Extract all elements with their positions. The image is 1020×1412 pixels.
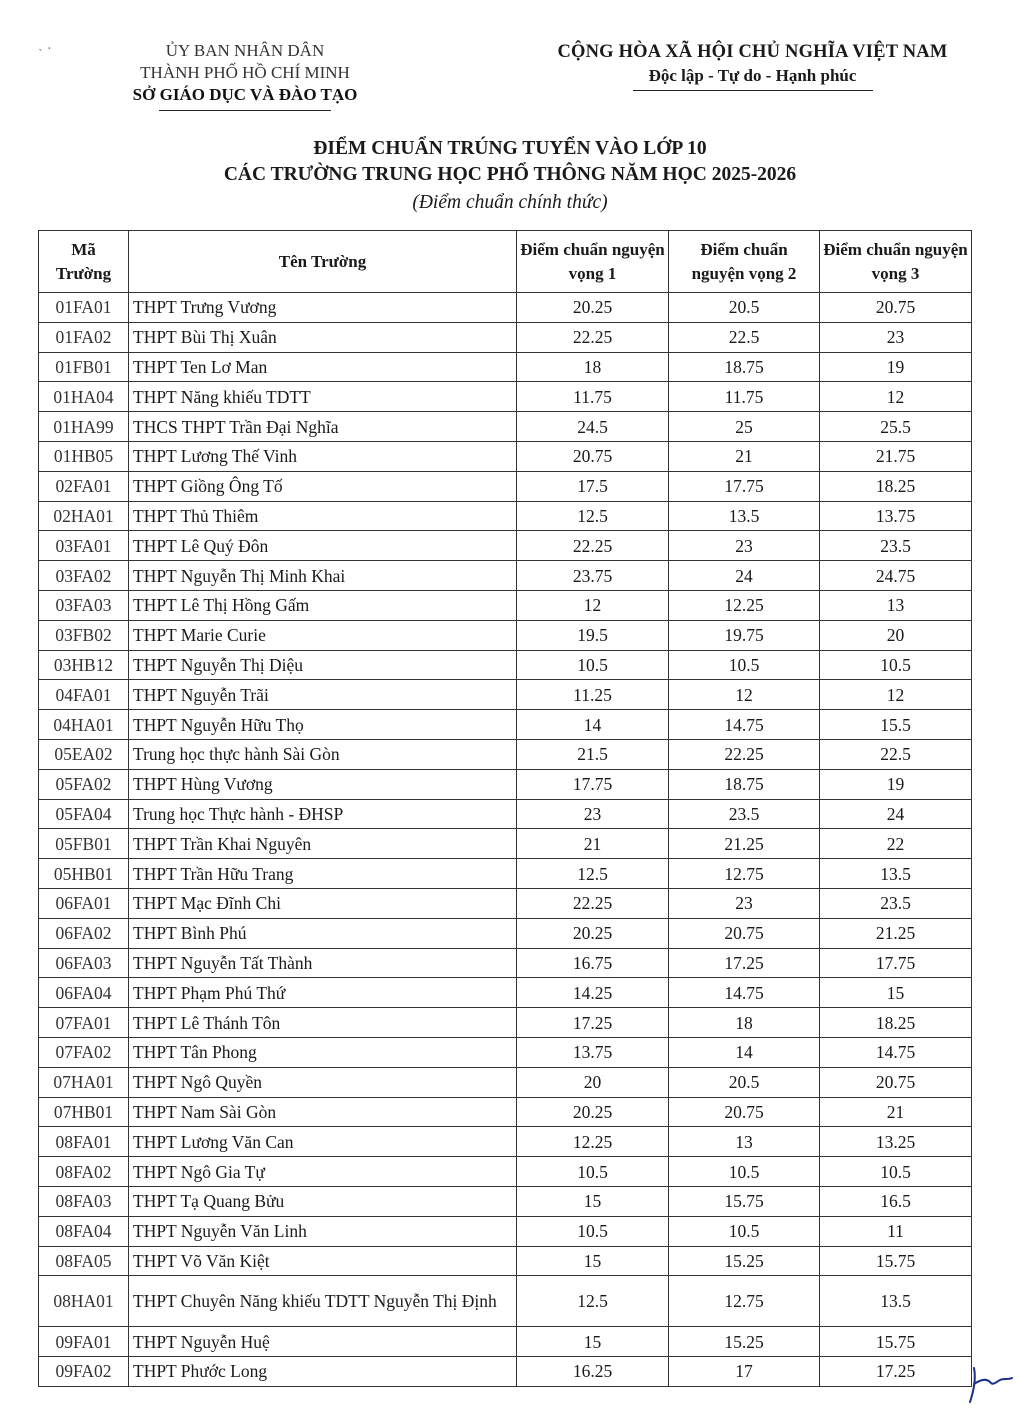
school-name-cell: THPT Võ Văn Kiệt xyxy=(129,1246,517,1276)
score-nv2-cell: 20.75 xyxy=(669,1097,820,1127)
score-nv2-cell: 14.75 xyxy=(669,710,820,740)
school-name-cell: THPT Nam Sài Gòn xyxy=(129,1097,517,1127)
table-row xyxy=(39,1157,972,1187)
national-header xyxy=(530,40,975,91)
school-name-cell: THPT Ngô Gia Tự xyxy=(129,1157,517,1187)
score-nv1-cell: 17.5 xyxy=(517,471,669,501)
score-nv2-cell: 13 xyxy=(669,1127,820,1157)
school-code-cell: 06FA04 xyxy=(39,978,129,1008)
score-nv2-cell: 10.5 xyxy=(669,1157,820,1187)
school-name-cell: THPT Lương Văn Can xyxy=(129,1127,517,1157)
school-name-cell: THPT Bùi Thị Xuân xyxy=(129,322,517,352)
score-nv2-cell: 10.5 xyxy=(669,650,820,680)
score-nv1-cell: 16.75 xyxy=(517,948,669,978)
table-row xyxy=(39,1276,972,1327)
score-nv1-cell: 21 xyxy=(517,829,669,859)
school-name-cell: THPT Lương Thế Vinh xyxy=(129,441,517,471)
school-name-cell: THPT Ten Lơ Man xyxy=(129,352,517,382)
issuer-line-1: ỦY BAN NHÂN DÂN xyxy=(165,41,325,60)
school-code-cell: 04HA01 xyxy=(39,710,129,740)
school-code-cell: 08FA04 xyxy=(39,1216,129,1246)
school-code-cell: 07FA01 xyxy=(39,1008,129,1038)
table-row xyxy=(39,531,972,561)
score-nv2-cell: 12 xyxy=(669,680,820,710)
score-nv3-cell: 15.75 xyxy=(820,1246,972,1276)
score-nv1-cell: 12 xyxy=(517,590,669,620)
school-name-cell: THPT Chuyên Năng khiếu TDTT Nguyễn Thị Định xyxy=(129,1276,517,1327)
score-nv1-cell: 11.75 xyxy=(517,382,669,412)
score-nv3-cell: 24.75 xyxy=(820,561,972,591)
table-row xyxy=(39,293,972,323)
score-nv2-cell: 24 xyxy=(669,561,820,591)
school-name-cell: THPT Lê Thị Hồng Gấm xyxy=(129,590,517,620)
school-code-cell: 04FA01 xyxy=(39,680,129,710)
score-nv3-cell: 21.75 xyxy=(820,441,972,471)
school-name-cell: THPT Phước Long xyxy=(129,1357,517,1387)
score-nv3-cell: 15.75 xyxy=(820,1327,972,1357)
score-nv2-cell: 11.75 xyxy=(669,382,820,412)
score-nv1-cell: 21.5 xyxy=(517,739,669,769)
school-name-cell: THPT Marie Curie xyxy=(129,620,517,650)
document-title xyxy=(0,136,1020,218)
score-nv2-cell: 17.25 xyxy=(669,948,820,978)
score-nv1-cell: 10.5 xyxy=(517,1216,669,1246)
score-nv1-cell: 10.5 xyxy=(517,1157,669,1187)
score-nv1-cell: 22.25 xyxy=(517,888,669,918)
score-nv3-cell: 16.5 xyxy=(820,1186,972,1216)
score-nv2-cell: 18.75 xyxy=(669,352,820,382)
school-code-cell: 03FA01 xyxy=(39,531,129,561)
score-nv2-cell: 12.25 xyxy=(669,590,820,620)
score-nv1-cell: 20.75 xyxy=(517,441,669,471)
school-code-cell: 01FB01 xyxy=(39,352,129,382)
table-row xyxy=(39,978,972,1008)
score-nv2-cell: 12.75 xyxy=(669,1276,820,1327)
score-nv3-cell: 12 xyxy=(820,382,972,412)
school-name-cell: THPT Trưng Vương xyxy=(129,293,517,323)
score-nv2-cell: 15.25 xyxy=(669,1327,820,1357)
school-code-cell: 08HA01 xyxy=(39,1276,129,1327)
motto-underline xyxy=(633,90,873,91)
score-nv1-cell: 10.5 xyxy=(517,650,669,680)
issuer-header xyxy=(100,40,390,111)
national-motto-line-1: CỘNG HÒA XÃ HỘI CHỦ NGHĨA VIỆT NAM xyxy=(557,42,948,62)
school-code-cell: 02HA01 xyxy=(39,501,129,531)
table-row xyxy=(39,859,972,889)
score-nv2-cell: 15.75 xyxy=(669,1186,820,1216)
score-nv3-cell: 21 xyxy=(820,1097,972,1127)
score-nv1-cell: 20.25 xyxy=(517,1097,669,1127)
score-nv1-cell: 19.5 xyxy=(517,620,669,650)
table-row xyxy=(39,561,972,591)
score-nv2-cell: 23 xyxy=(669,888,820,918)
score-nv3-cell: 19 xyxy=(820,352,972,382)
score-nv3-cell: 22.5 xyxy=(820,739,972,769)
score-nv3-cell: 25.5 xyxy=(820,412,972,442)
school-code-cell: 06FA01 xyxy=(39,888,129,918)
score-nv1-cell: 17.75 xyxy=(517,769,669,799)
school-code-cell: 05HB01 xyxy=(39,859,129,889)
school-code-cell: 08FA02 xyxy=(39,1157,129,1187)
score-nv1-cell: 20 xyxy=(517,1067,669,1097)
table-row xyxy=(39,710,972,740)
school-code-cell: 01HA99 xyxy=(39,412,129,442)
table-row xyxy=(39,1246,972,1276)
school-name-cell: THPT Bình Phú xyxy=(129,918,517,948)
score-nv2-cell: 23.5 xyxy=(669,799,820,829)
score-nv1-cell: 20.25 xyxy=(517,293,669,323)
table-row xyxy=(39,1008,972,1038)
school-name-cell: THPT Tân Phong xyxy=(129,1037,517,1067)
header-name: Tên Trường xyxy=(129,231,517,293)
school-name-cell: THCS THPT Trần Đại Nghĩa xyxy=(129,412,517,442)
table-row xyxy=(39,441,972,471)
school-name-cell: THPT Trần Khai Nguyên xyxy=(129,829,517,859)
issuer-underline xyxy=(159,110,331,111)
school-code-cell: 07HB01 xyxy=(39,1097,129,1127)
school-name-cell: THPT Tạ Quang Bửu xyxy=(129,1186,517,1216)
score-nv1-cell: 14 xyxy=(517,710,669,740)
score-nv1-cell: 18 xyxy=(517,352,669,382)
school-code-cell: 07HA01 xyxy=(39,1067,129,1097)
school-code-cell: 08FA03 xyxy=(39,1186,129,1216)
score-nv2-cell: 13.5 xyxy=(669,501,820,531)
school-code-cell: 09FA02 xyxy=(39,1357,129,1387)
score-nv3-cell: 23.5 xyxy=(820,888,972,918)
table-row xyxy=(39,799,972,829)
score-nv2-cell: 23 xyxy=(669,531,820,561)
school-name-cell: THPT Nguyễn Văn Linh xyxy=(129,1216,517,1246)
score-nv2-cell: 10.5 xyxy=(669,1216,820,1246)
school-name-cell: THPT Lê Quý Đôn xyxy=(129,531,517,561)
score-nv1-cell: 22.25 xyxy=(517,322,669,352)
score-nv3-cell: 12 xyxy=(820,680,972,710)
header-nv1: Điểm chuẩn nguyện vọng 1 xyxy=(517,231,669,293)
score-nv3-cell: 11 xyxy=(820,1216,972,1246)
score-nv3-cell: 20.75 xyxy=(820,293,972,323)
score-nv1-cell: 15 xyxy=(517,1186,669,1216)
table-row xyxy=(39,590,972,620)
school-code-cell: 01FA01 xyxy=(39,293,129,323)
score-nv3-cell: 19 xyxy=(820,769,972,799)
school-code-cell: 05EA02 xyxy=(39,739,129,769)
school-code-cell: 03FB02 xyxy=(39,620,129,650)
score-nv3-cell: 23.5 xyxy=(820,531,972,561)
school-code-cell: 07FA02 xyxy=(39,1037,129,1067)
table-row xyxy=(39,888,972,918)
score-nv2-cell: 22.25 xyxy=(669,739,820,769)
score-nv3-cell: 17.75 xyxy=(820,948,972,978)
school-name-cell: THPT Nguyễn Hữu Thọ xyxy=(129,710,517,740)
school-code-cell: 06FA03 xyxy=(39,948,129,978)
school-name-cell: THPT Nguyễn Thị Diệu xyxy=(129,650,517,680)
school-name-cell: THPT Nguyễn Tất Thành xyxy=(129,948,517,978)
score-nv3-cell: 13.25 xyxy=(820,1127,972,1157)
score-nv2-cell: 20.75 xyxy=(669,918,820,948)
score-nv2-cell: 17.75 xyxy=(669,471,820,501)
table-row xyxy=(39,769,972,799)
school-name-cell: Trung học Thực hành - ĐHSP xyxy=(129,799,517,829)
header-nv2: Điểm chuẩn nguyện vọng 2 xyxy=(669,231,820,293)
score-nv1-cell: 22.25 xyxy=(517,531,669,561)
table-header-row xyxy=(39,231,972,293)
school-code-cell: 08FA05 xyxy=(39,1246,129,1276)
table-row xyxy=(39,680,972,710)
school-name-cell: Trung học thực hành Sài Gòn xyxy=(129,739,517,769)
score-nv3-cell: 24 xyxy=(820,799,972,829)
score-nv2-cell: 12.75 xyxy=(669,859,820,889)
school-code-cell: 03FA03 xyxy=(39,590,129,620)
table-row xyxy=(39,948,972,978)
table-row xyxy=(39,829,972,859)
score-nv3-cell: 13.5 xyxy=(820,1276,972,1327)
school-code-cell: 03FA02 xyxy=(39,561,129,591)
score-nv3-cell: 10.5 xyxy=(820,650,972,680)
score-nv3-cell: 20 xyxy=(820,620,972,650)
score-nv2-cell: 22.5 xyxy=(669,322,820,352)
score-nv3-cell: 14.75 xyxy=(820,1037,972,1067)
score-nv2-cell: 17 xyxy=(669,1357,820,1387)
score-nv3-cell: 15.5 xyxy=(820,710,972,740)
score-nv1-cell: 23 xyxy=(517,799,669,829)
score-nv3-cell: 20.75 xyxy=(820,1067,972,1097)
score-nv1-cell: 16.25 xyxy=(517,1357,669,1387)
school-code-cell: 09FA01 xyxy=(39,1327,129,1357)
score-nv3-cell: 13.5 xyxy=(820,859,972,889)
table-row xyxy=(39,1327,972,1357)
score-nv1-cell: 24.5 xyxy=(517,412,669,442)
issuer-line-2: THÀNH PHỐ HỒ CHÍ MINH xyxy=(140,63,350,82)
title-subtitle: (Điểm chuẩn chính thức) xyxy=(412,192,608,213)
score-nv3-cell: 17.25 xyxy=(820,1357,972,1387)
score-nv1-cell: 12.25 xyxy=(517,1127,669,1157)
table-row xyxy=(39,412,972,442)
table-row xyxy=(39,1186,972,1216)
table-row xyxy=(39,620,972,650)
school-name-cell: THPT Lê Thánh Tôn xyxy=(129,1008,517,1038)
score-nv1-cell: 11.25 xyxy=(517,680,669,710)
score-nv1-cell: 15 xyxy=(517,1246,669,1276)
score-nv1-cell: 14.25 xyxy=(517,978,669,1008)
score-nv2-cell: 20.5 xyxy=(669,293,820,323)
school-code-cell: 03HB12 xyxy=(39,650,129,680)
score-nv2-cell: 18.75 xyxy=(669,769,820,799)
scores-table xyxy=(38,230,972,1387)
table-row xyxy=(39,1067,972,1097)
score-nv2-cell: 21.25 xyxy=(669,829,820,859)
score-nv3-cell: 23 xyxy=(820,322,972,352)
table-row xyxy=(39,352,972,382)
school-name-cell: THPT Năng khiếu TDTT xyxy=(129,382,517,412)
score-nv1-cell: 12.5 xyxy=(517,1276,669,1327)
school-name-cell: THPT Giồng Ông Tố xyxy=(129,471,517,501)
national-motto-line-2: Độc lập - Tự do - Hạnh phúc xyxy=(648,66,857,85)
table-body xyxy=(39,293,972,1387)
score-nv2-cell: 25 xyxy=(669,412,820,442)
school-code-cell: 01HA04 xyxy=(39,382,129,412)
issuer-line-3: SỞ GIÁO DỤC VÀ ĐÀO TẠO xyxy=(132,85,358,104)
school-code-cell: 05FA04 xyxy=(39,799,129,829)
school-name-cell: THPT Nguyễn Huệ xyxy=(129,1327,517,1357)
table-row xyxy=(39,1357,972,1387)
score-nv2-cell: 14 xyxy=(669,1037,820,1067)
score-nv3-cell: 18.25 xyxy=(820,471,972,501)
score-nv3-cell: 18.25 xyxy=(820,1008,972,1038)
score-nv3-cell: 22 xyxy=(820,829,972,859)
school-name-cell: THPT Thủ Thiêm xyxy=(129,501,517,531)
score-nv3-cell: 10.5 xyxy=(820,1157,972,1187)
title-line-1: ĐIỂM CHUẨN TRÚNG TUYỂN VÀO LỚP 10 xyxy=(313,138,707,159)
score-nv1-cell: 13.75 xyxy=(517,1037,669,1067)
school-code-cell: 02FA01 xyxy=(39,471,129,501)
school-name-cell: THPT Ngô Quyền xyxy=(129,1067,517,1097)
school-code-cell: 06FA02 xyxy=(39,918,129,948)
header-code: Mã Trường xyxy=(39,231,129,293)
score-nv1-cell: 20.25 xyxy=(517,918,669,948)
signature-mark xyxy=(960,1360,1015,1405)
table-row xyxy=(39,1127,972,1157)
score-nv1-cell: 12.5 xyxy=(517,501,669,531)
table-row xyxy=(39,501,972,531)
table-row xyxy=(39,739,972,769)
score-nv2-cell: 14.75 xyxy=(669,978,820,1008)
table-row xyxy=(39,382,972,412)
score-nv1-cell: 17.25 xyxy=(517,1008,669,1038)
scan-marks: ˴ · xyxy=(38,41,52,57)
school-name-cell: THPT Mạc Đĩnh Chi xyxy=(129,888,517,918)
score-nv3-cell: 15 xyxy=(820,978,972,1008)
score-nv3-cell: 21.25 xyxy=(820,918,972,948)
header-nv3: Điểm chuẩn nguyện vọng 3 xyxy=(820,231,972,293)
score-nv1-cell: 23.75 xyxy=(517,561,669,591)
score-nv1-cell: 12.5 xyxy=(517,859,669,889)
school-code-cell: 05FB01 xyxy=(39,829,129,859)
table-row xyxy=(39,650,972,680)
table-row xyxy=(39,1097,972,1127)
score-nv1-cell: 15 xyxy=(517,1327,669,1357)
school-name-cell: THPT Hùng Vương xyxy=(129,769,517,799)
score-nv2-cell: 19.75 xyxy=(669,620,820,650)
title-line-2: CÁC TRƯỜNG TRUNG HỌC PHỔ THÔNG NĂM HỌC 2025-2026 xyxy=(223,164,797,185)
school-name-cell: THPT Phạm Phú Thứ xyxy=(129,978,517,1008)
school-name-cell: THPT Trần Hữu Trang xyxy=(129,859,517,889)
table-row xyxy=(39,1037,972,1067)
table-row xyxy=(39,1216,972,1246)
score-nv3-cell: 13 xyxy=(820,590,972,620)
table-row xyxy=(39,322,972,352)
school-code-cell: 08FA01 xyxy=(39,1127,129,1157)
school-name-cell: THPT Nguyễn Thị Minh Khai xyxy=(129,561,517,591)
table-row xyxy=(39,918,972,948)
school-code-cell: 01HB05 xyxy=(39,441,129,471)
score-nv2-cell: 18 xyxy=(669,1008,820,1038)
score-nv2-cell: 21 xyxy=(669,441,820,471)
table-row xyxy=(39,471,972,501)
school-code-cell: 05FA02 xyxy=(39,769,129,799)
score-nv3-cell: 13.75 xyxy=(820,501,972,531)
score-nv2-cell: 15.25 xyxy=(669,1246,820,1276)
school-name-cell: THPT Nguyễn Trãi xyxy=(129,680,517,710)
score-nv2-cell: 20.5 xyxy=(669,1067,820,1097)
school-code-cell: 01FA02 xyxy=(39,322,129,352)
